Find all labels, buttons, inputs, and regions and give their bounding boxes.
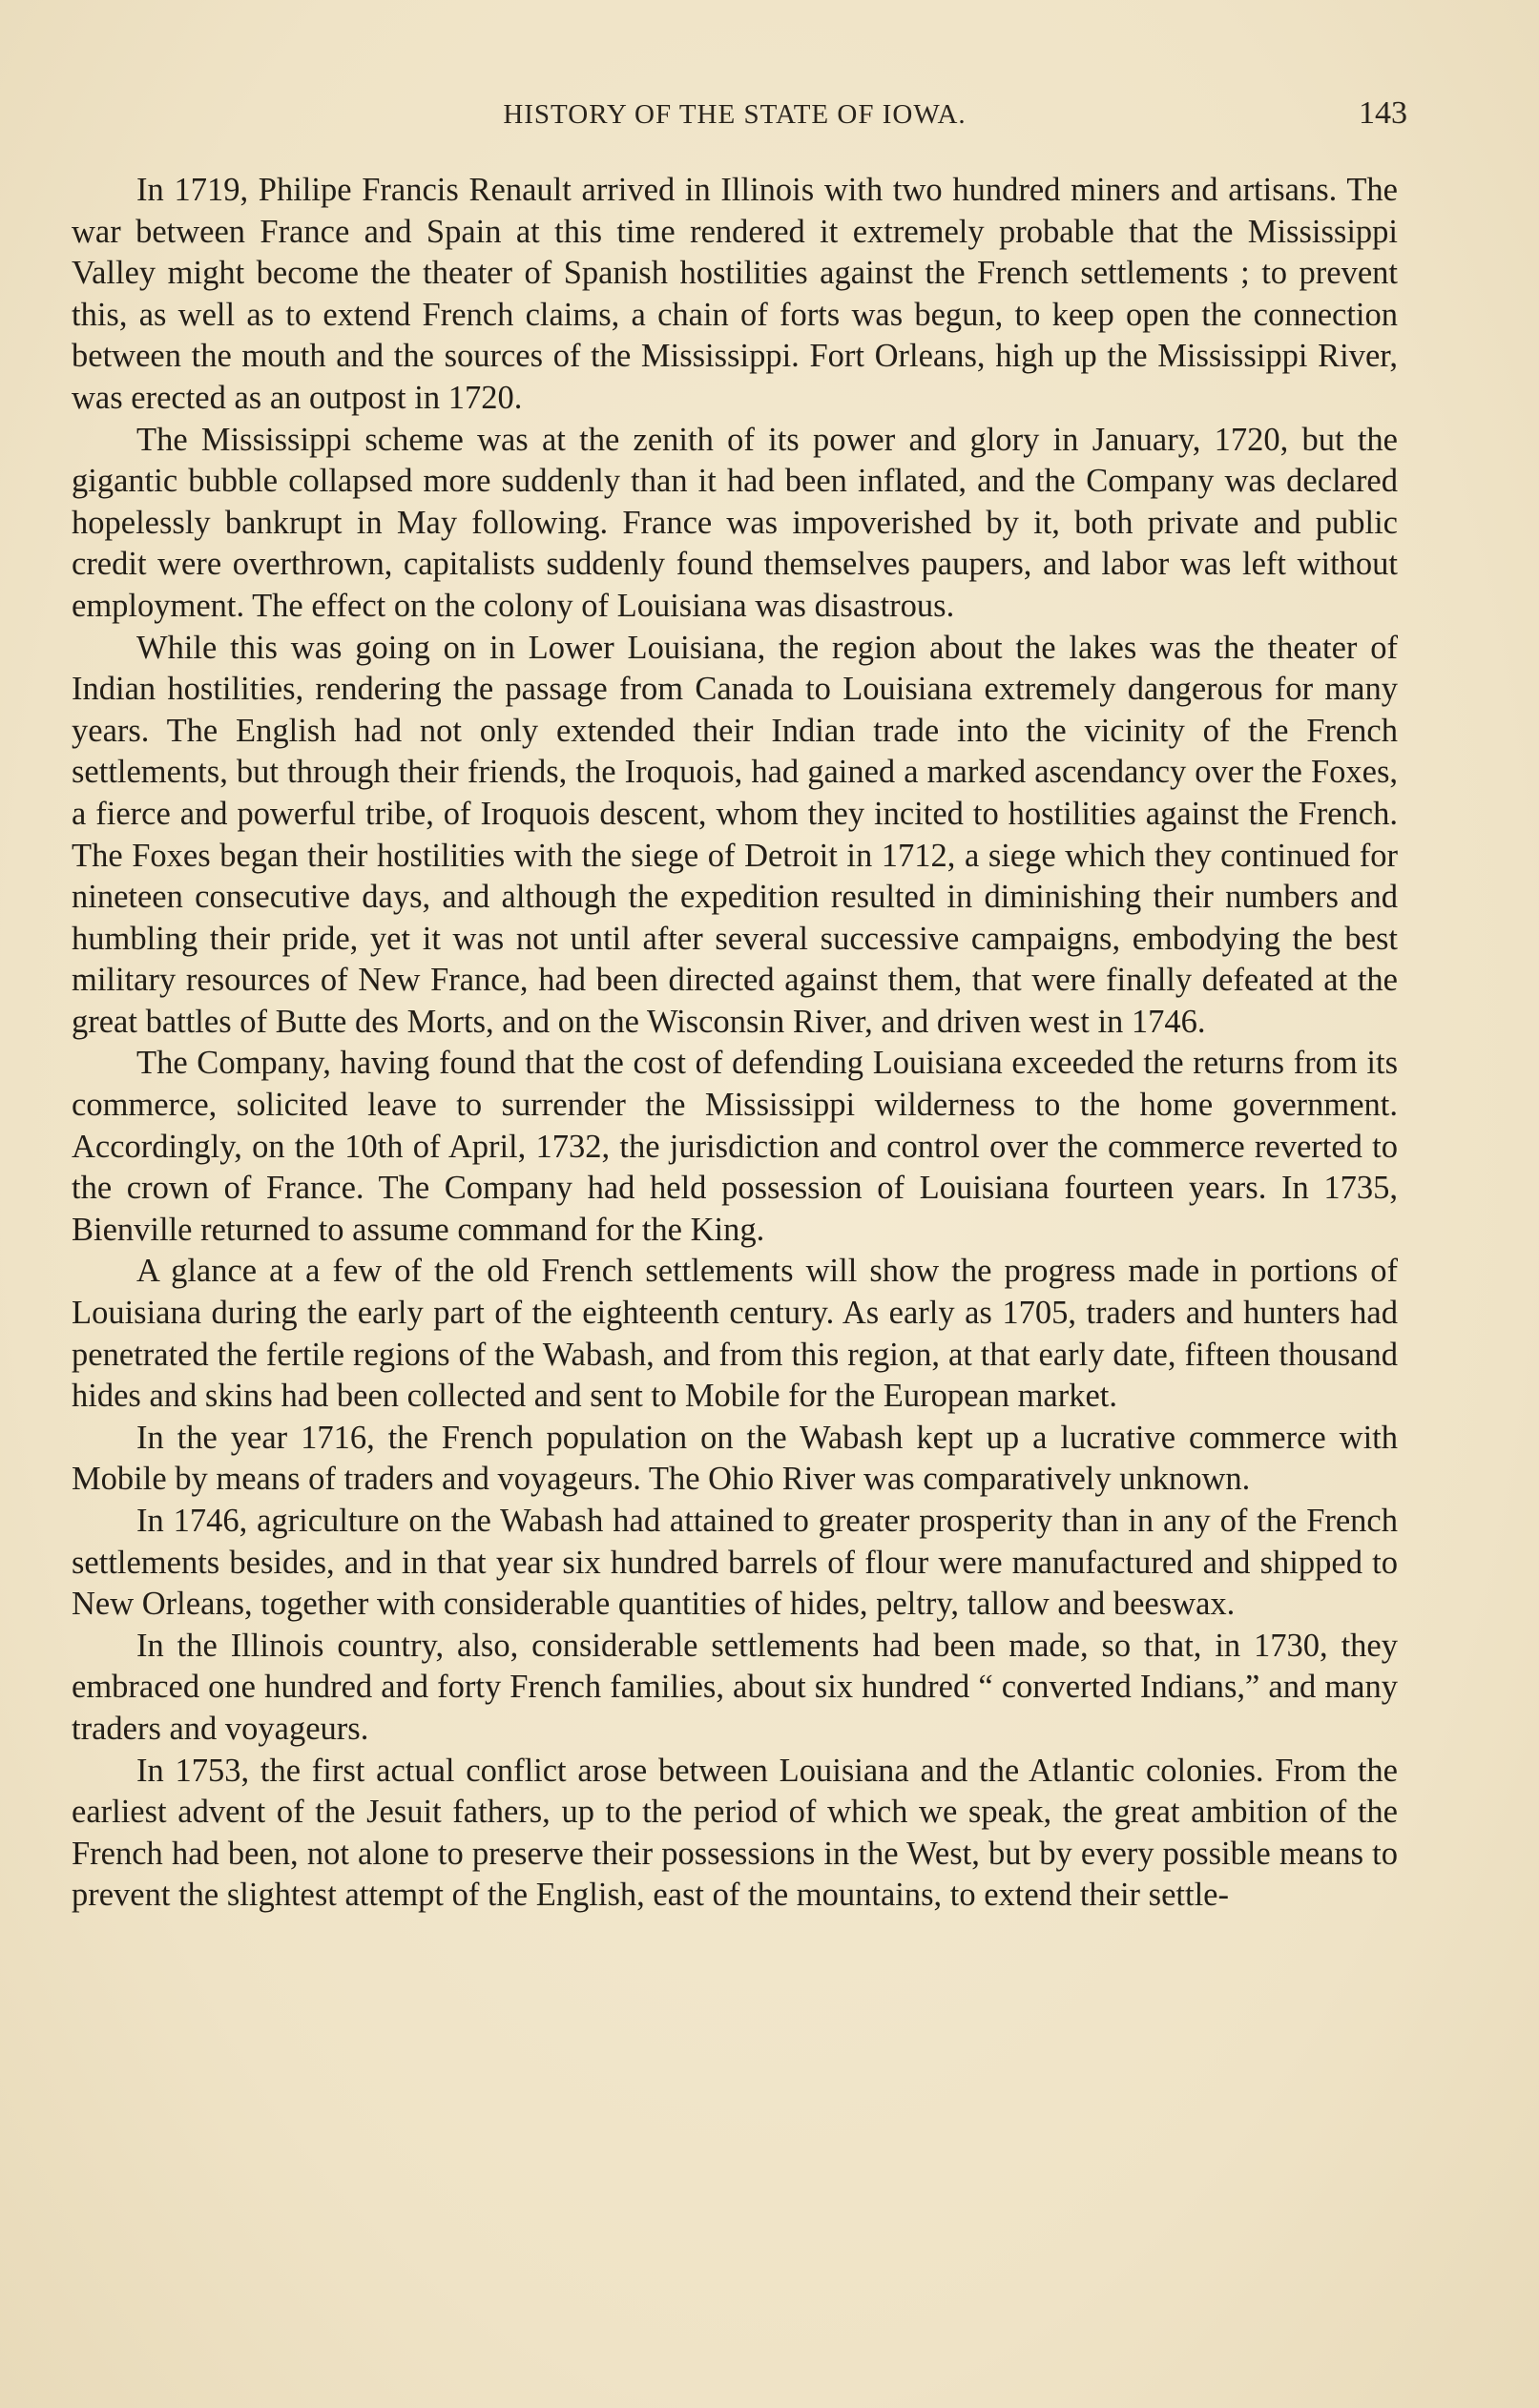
paragraph: A glance at a few of the old French settlements will show the progress made in portions of Louisiana during the early part of the eighteenth century. As early as 1705, traders and hunters had penetrated the fertile regions of the Wabash, and from this region, at that early date, fifteen thousand hides and skins had been collected and sent to Mobile for the European market. <box>72 1253 1398 1415</box>
paragraph: In 1746, agriculture on the Wabash had attained to greater prosperity than in any of the French settlements besides, and in that year six hundred barrels of flour were manufactured and shipped to New Orleans, together with considerable quantities of hides, peltry, tallow and beeswax. <box>72 1503 1398 1623</box>
paragraph: While this was going on in Lower Louisiana, the region about the lakes was the theater of Indian hostilities, rendering the passage from Canada to Louisiana extremely dangerous for many years. The English had not only extended their Indian trade into the vicinity of the French settlements, but through their friends, the Iroquois, had gained a marked ascendancy over the Foxes, a fierce and powerful tribe, of Iroquois descent, whom they incited to hostilities against the French. The Foxes began their hostilities with the siege of Detroit in 1712, a siege which they continued for nineteen consecutive days, and although the expedition resulted in diminishing their numbers and humbling their pride, yet it was not until after several successive campaigns, embodying the best military resources of New France, had been directed against them, that were finally defeated at the great battles of Butte des Morts, and on the Wisconsin River, and driven west in 1746. <box>72 629 1398 1040</box>
paragraph: The Company, having found that the cost of defending Louisiana exceeded the returns from its commerce, solicited leave to surrender the Mississippi wilderness to the home government. Accordingly, on the 10th of April, 1732, the jurisdiction and control over the commerce reverted to the crown of France. The Company had held possession of Louisiana fourteen years. In 1735, Bienville returned to assume command for the King. <box>72 1045 1398 1248</box>
running-title: HISTORY OF THE STATE OF IOWA. <box>503 99 967 130</box>
paragraph: In the year 1716, the French population on the Wabash kept up a lucrative commerce with Mobile by means of traders and voyageurs. The Ohio River was comparatively unknown. <box>72 1419 1398 1498</box>
body-text <box>72 170 1398 1917</box>
paragraph: The Mississippi scheme was at the zenith of its power and glory in January, 1720, but the gigantic bubble collapsed more suddenly than it had been inflated, and the Company was declared hopelessly bankrupt in May following. France was impoverished by it, both private and public credit were overthrown, capitalists suddenly found themselves paupers, and labor was left without employment. The effect on the colony of Louisiana was disastrous. <box>72 421 1398 624</box>
paragraph: In the Illinois country, also, considerable settlements had been made, so that, in 1730, they embraced one hundred and forty French families, about six hundred “ converted Indians,” and many traders and voyageurs. <box>72 1627 1398 1747</box>
paragraph: In 1753, the first actual conflict arose between Louisiana and the Atlantic colonies. From the earliest advent of the Jesuit fathers, up to the period of which we speak, the great ambition of the French had been, not alone to preserve their possessions in the West, but by every possible means to prevent the slightest attempt of the English, east of the mountains, to extend their settle- <box>72 1752 1398 1914</box>
running-head <box>72 92 1407 139</box>
page-number: 143 <box>1359 95 1407 131</box>
paragraph: In 1719, Philipe Francis Renault arrived in Illinois with two hundred miners and artisans. The war between France and Spain at this time rendered it extremely probable that the Mississippi Valley might become the theater of Spanish hostilities against the French settlements ; to prevent this, as well as to extend French claims, a chain of forts was begun, to keep open the connection between the mouth and the sources of the Mississippi. Fort Orleans, high up the Mississippi River, was erected as an outpost in 1720. <box>72 172 1398 416</box>
